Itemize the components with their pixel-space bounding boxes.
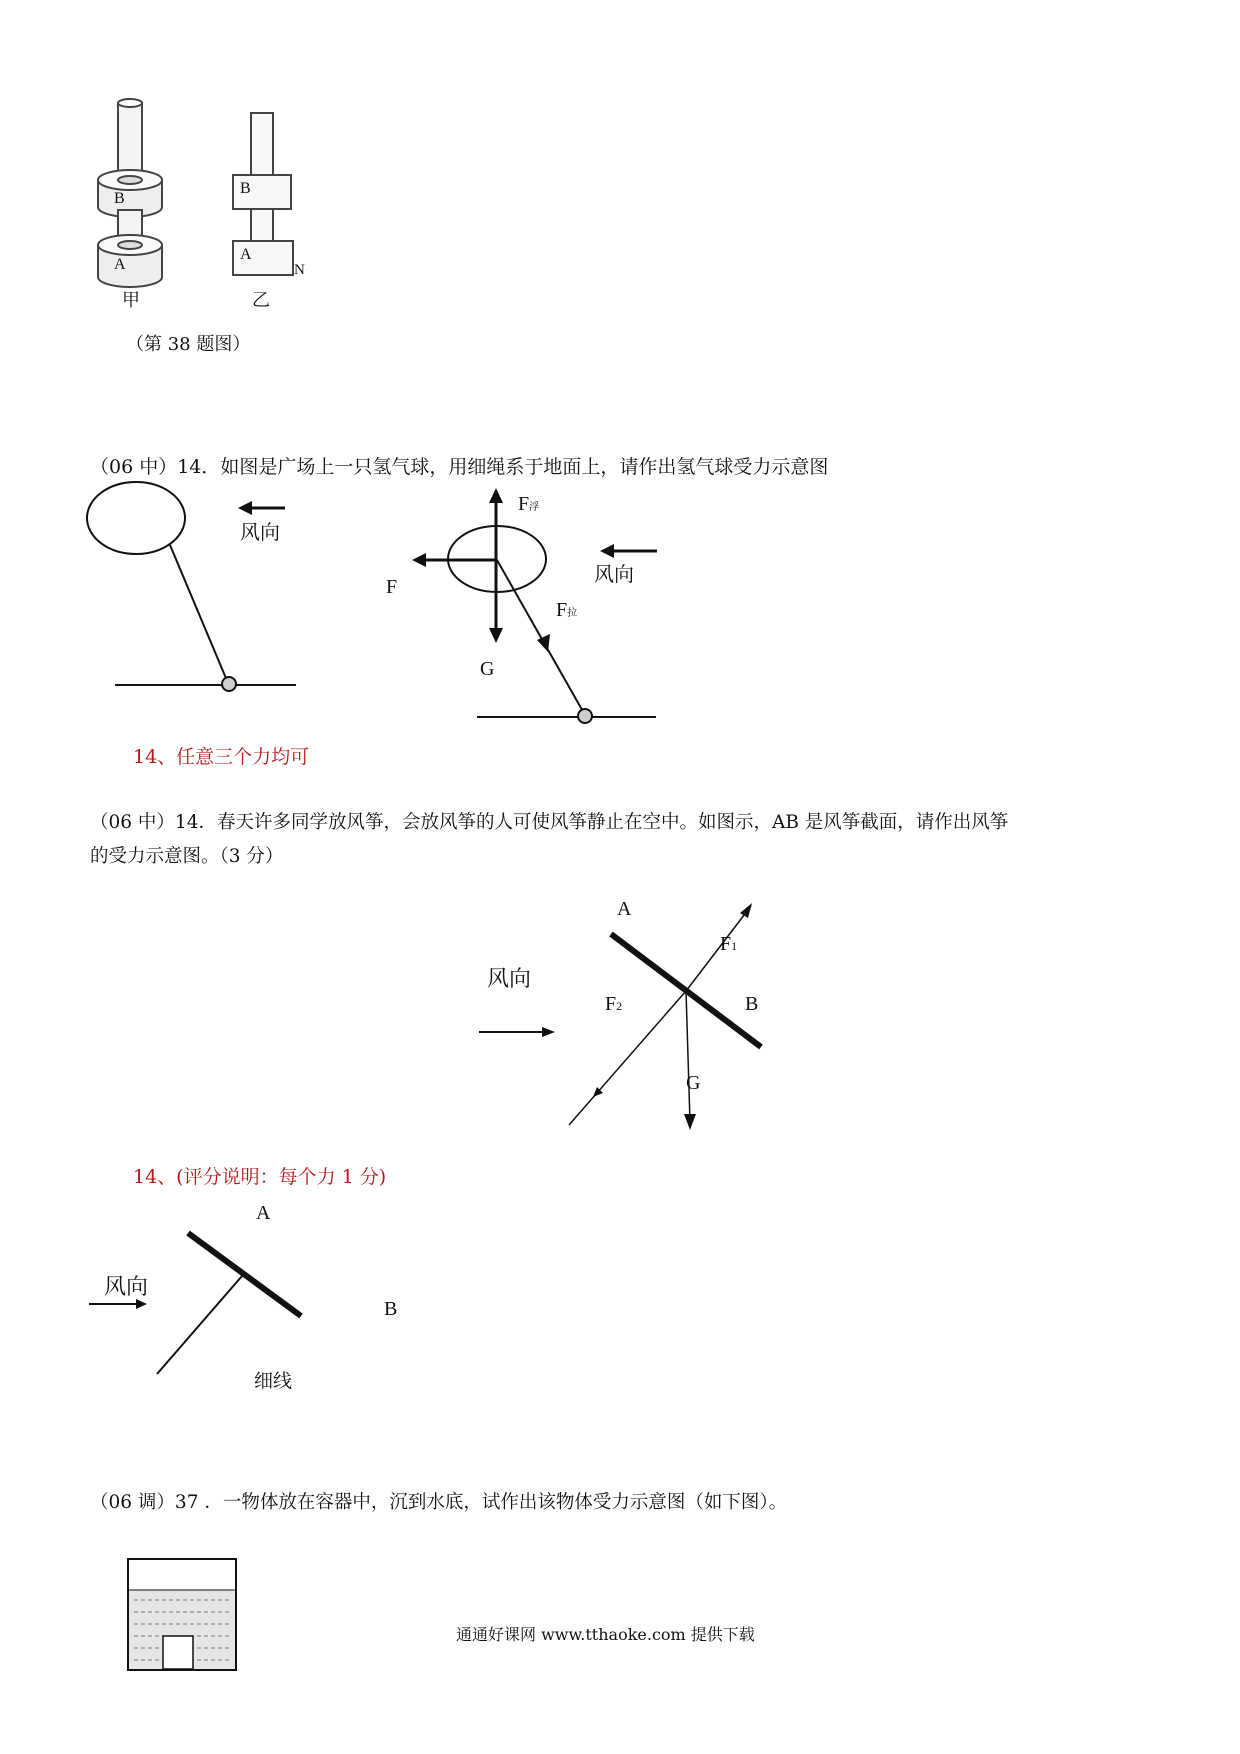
q1-label-f: F	[386, 576, 398, 598]
q2-question-line1: （06 中）14．春天许多同学放风筝，会放风筝的人可使风筝静止在空中。如图示，AB 是风筝截面，请作出风筝	[90, 812, 1009, 833]
q2-fig2-point-a: A	[256, 1202, 271, 1224]
q2-fig2	[89, 1233, 301, 1374]
fig38-pole-n: N	[294, 262, 305, 278]
q2-question-line2: 的受力示意图。（3 分）	[90, 846, 284, 867]
q3-container	[128, 1559, 236, 1670]
fig38-block-a-jia: A	[114, 256, 126, 273]
q2-point-a: A	[617, 898, 632, 920]
q1-anchor-right	[578, 709, 592, 723]
q2-fig2-point-b: B	[384, 1298, 398, 1320]
q2-answer: 14、(评分说明：每个力 1 分)	[133, 1166, 387, 1188]
q2-wind-arrow	[479, 1027, 555, 1037]
q2-label-f1-sub: 1	[731, 939, 738, 953]
q1-label-f-fu-sub: 浮	[529, 502, 540, 513]
q1-balloon-left	[87, 482, 296, 685]
q2-label-f2-sub: 2	[616, 999, 623, 1013]
fig38-label-jia: 甲	[122, 290, 140, 311]
q1-label-g: G	[480, 658, 495, 680]
q2-fig2-wind-label: 风向	[104, 1275, 149, 1300]
q1-question: （06 中）14．如图是广场上一只氢气球，用细绳系于地面上，请作出氢气球受力示意图	[90, 456, 829, 478]
q2-label-g: G	[686, 1072, 701, 1094]
q2-label-f2: F2	[605, 993, 623, 1015]
fig38-block-b-jia: B	[114, 190, 125, 207]
fig38-caption: （第 38 题图）	[126, 334, 251, 355]
q1-label-f-fu: F浮	[518, 493, 540, 515]
q1-wind-arrow-right	[600, 544, 657, 558]
q2-label-f1: F1	[720, 933, 738, 955]
q1-wind-arrow-left	[238, 501, 285, 515]
q1-anchor-left	[222, 677, 236, 691]
fig38-label-yi: 乙	[252, 290, 270, 311]
q1-wind-label-right: 风向	[594, 562, 634, 586]
footer-text: 通通好课网 www.tthaoke.com 提供下载	[456, 1625, 755, 1644]
q2-wind-label: 风向	[487, 967, 532, 992]
fig38-block-a-yi: A	[240, 246, 252, 263]
q1-wind-label-left: 风向	[240, 520, 280, 544]
fig38-jia	[98, 99, 162, 287]
q1-label-f-la: F拉	[556, 599, 578, 621]
q2-point-b: B	[745, 993, 759, 1015]
q3-question: （06 调）37 ．一物体放在容器中，沉到水底，试作出该物体受力示意图（如下图）。	[90, 1492, 788, 1513]
q1-balloon-right	[448, 526, 656, 717]
q1-label-f-la-sub: 拉	[567, 608, 578, 619]
q2-fig2-string-label: 细线	[254, 1370, 293, 1392]
q1-answer: 14、任意三个力均可	[133, 746, 310, 768]
fig38-block-b-yi: B	[240, 180, 251, 197]
